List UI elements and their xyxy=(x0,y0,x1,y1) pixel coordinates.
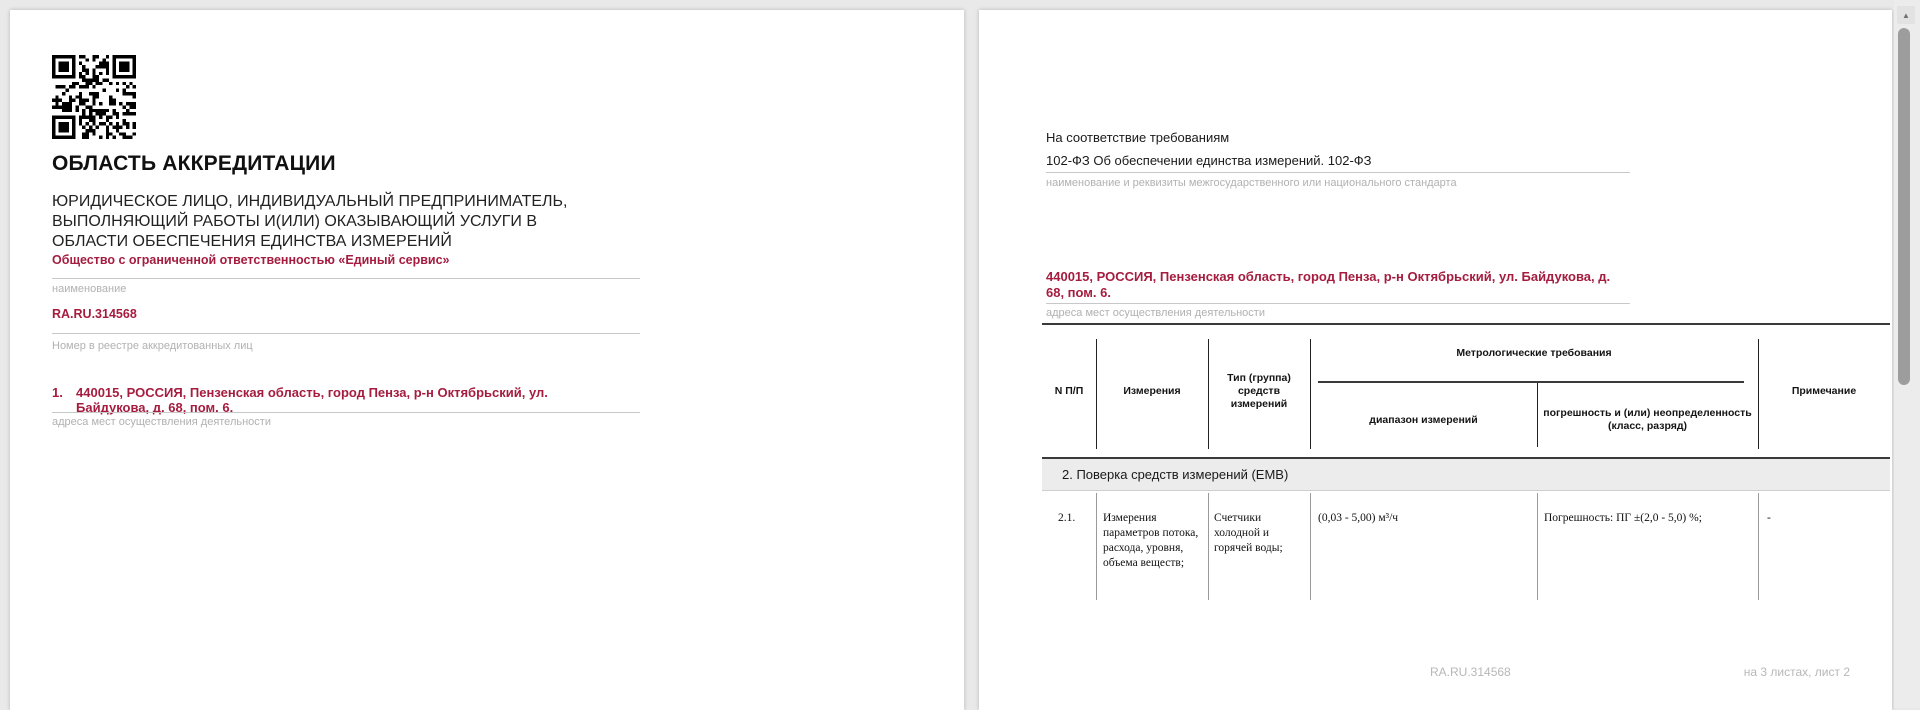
header-note: Примечание xyxy=(1791,384,1857,397)
address-caption: адреса мест осуществления деятельности xyxy=(52,416,271,428)
legal-entity-subtitle: ЮРИДИЧЕСКОЕ ЛИЦО, ИНДИВИДУАЛЬНЫЙ ПРЕДПРИНИМАТЕЛЬ, ВЫПОЛНЯЮЩИЙ РАБОТЫ И(ИЛИ) ОКАЗЫВАЮЩИЙ УСЛУГИ В ОБЛАСТИ ОБЕСПЕЧЕНИЯ ЕДИНСТВА ИЗМЕРЕНИЙ xyxy=(52,193,568,250)
header-measurements: Измерения xyxy=(1123,384,1181,397)
table-row xyxy=(1042,491,1890,602)
header-num: N П/П xyxy=(1054,384,1084,397)
table-section-row: 2. Поверка средств измерений (ЕМВ) xyxy=(1042,459,1890,491)
row-note: - xyxy=(1767,512,1771,524)
compliance-caption: наименование и реквизиты межгосударственного или национального стандарта xyxy=(1046,177,1457,189)
divider xyxy=(52,412,640,413)
row-type-group: Счетчики холодной и горячей воды; xyxy=(1214,512,1283,554)
footer-registry-number: RA.RU.314568 xyxy=(1430,665,1511,679)
address-text: 440015, РОССИЯ, Пензенская область, город Пенза, р-н Октябрьский, ул. Байдукова, д. 68, пом. 6. xyxy=(1046,269,1611,300)
organization-name: Общество с ограниченной ответственностью «Единый сервис» xyxy=(52,253,450,267)
scrollbar-thumb[interactable] xyxy=(1898,28,1910,385)
divider xyxy=(52,278,640,279)
scrollbar[interactable] xyxy=(1894,0,1920,708)
address-index: 1. xyxy=(52,385,63,400)
measurement-table xyxy=(1042,323,1890,602)
compliance-value: 102-ФЗ Об обеспечении единства измерений. 102-ФЗ xyxy=(1046,153,1372,168)
header-metrological-group: Метрологические требования xyxy=(1456,346,1612,359)
page-title: ОБЛАСТЬ АККРЕДИТАЦИИ xyxy=(52,152,336,175)
divider xyxy=(1046,303,1630,304)
registry-caption: Номер в реестре аккредитованных лиц xyxy=(52,340,253,352)
row-num: 2.1. xyxy=(1058,512,1076,524)
document-page-1 xyxy=(10,10,964,710)
address-caption: адреса мест осуществления деятельности xyxy=(1046,307,1265,319)
footer-sheet-info: на 3 листах, лист 2 xyxy=(1743,665,1850,679)
table-header xyxy=(1042,323,1890,459)
header-range: диапазон измерений xyxy=(1369,413,1478,426)
row-error: Погрешность: ПГ ±(2,0 - 5,0) %; xyxy=(1544,512,1702,524)
address-text: 440015, РОССИЯ, Пензенская область, город Пенза, р-н Октябрьский, ул. Байдукова, д. 68, пом. 6. xyxy=(76,385,548,415)
scroll-up-icon: ▲ xyxy=(1902,10,1910,20)
row-range: (0,03 - 5,00) м³/ч xyxy=(1318,512,1399,524)
address-item xyxy=(52,385,588,415)
divider xyxy=(52,333,640,334)
compliance-label: На соответствие требованиям xyxy=(1046,130,1230,145)
divider xyxy=(1046,172,1630,173)
name-caption: наименование xyxy=(52,283,127,295)
qr-code-icon xyxy=(52,55,136,139)
scroll-up-button[interactable] xyxy=(1897,6,1915,24)
document-page-2 xyxy=(979,10,1892,710)
header-error: погрешность и (или) неопределенность (класс, разряд) xyxy=(1543,407,1752,432)
row-measurements: Измерения параметров потока, расхода, уровня, объема веществ; xyxy=(1103,512,1199,569)
header-type-group: Тип (группа) средств измерений xyxy=(1227,371,1291,410)
registry-number: RA.RU.314568 xyxy=(52,307,137,321)
